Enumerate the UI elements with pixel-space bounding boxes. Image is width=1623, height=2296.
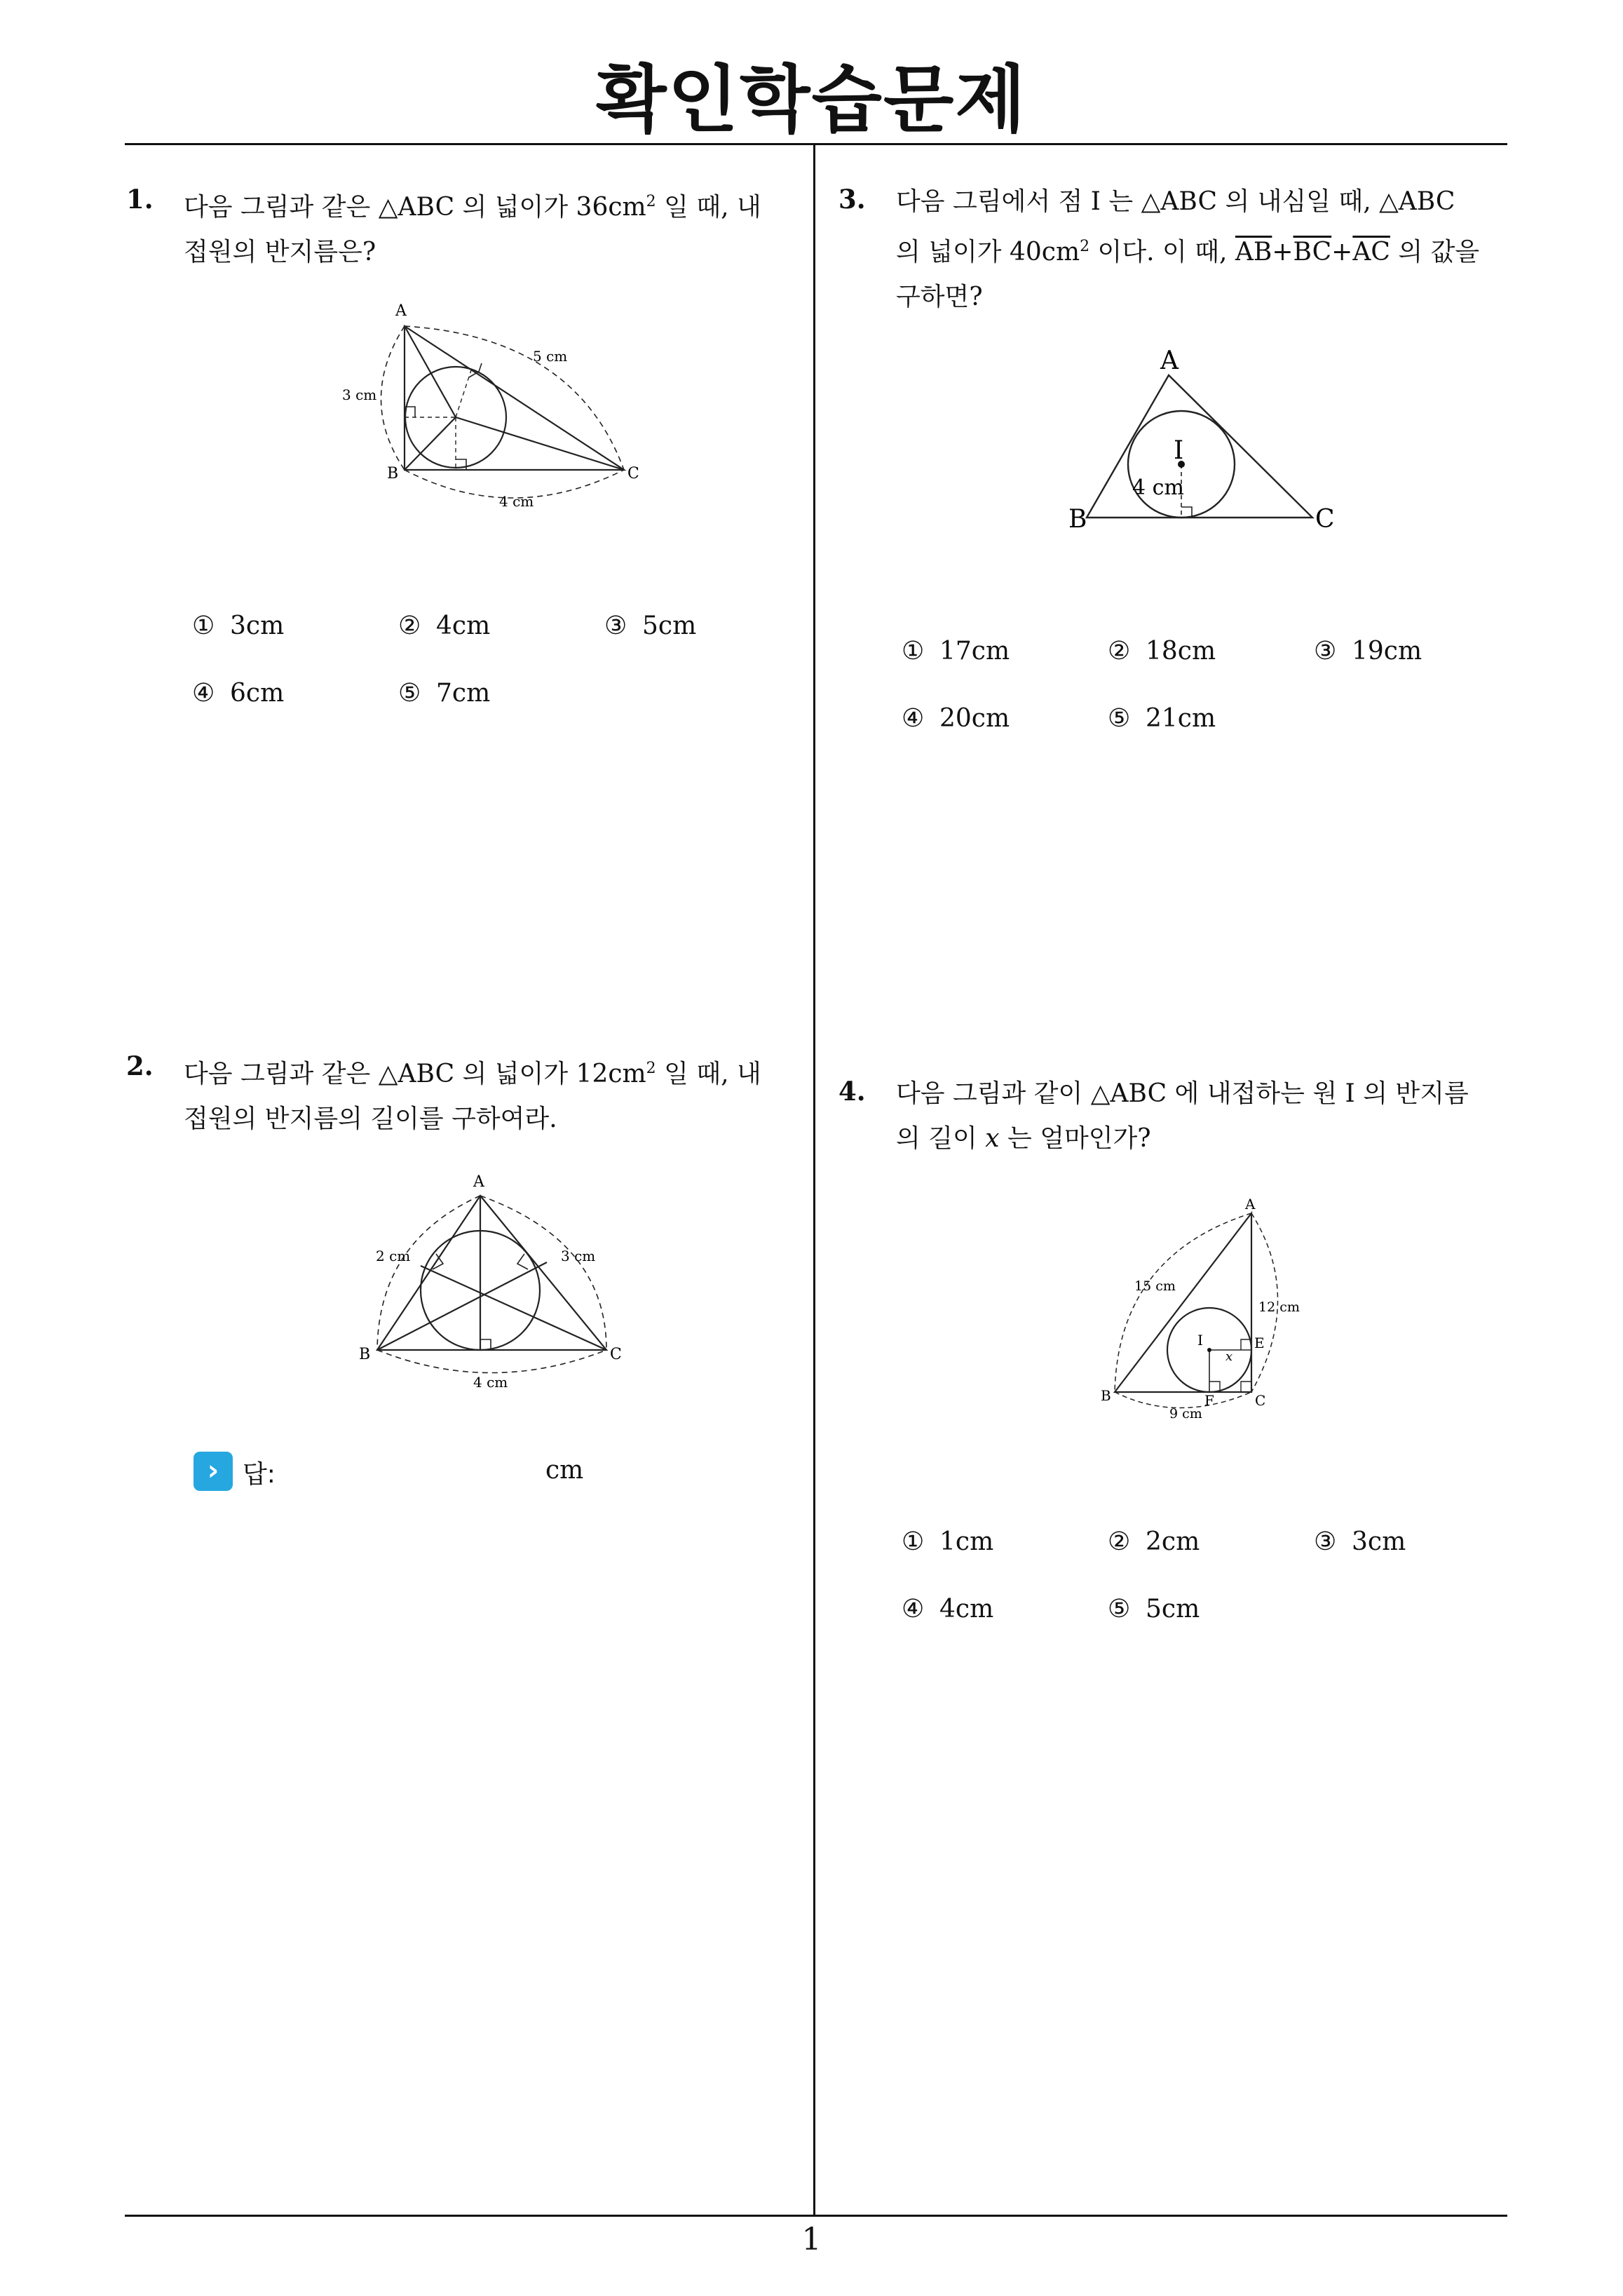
q4-choice-2[interactable]: ② 2cm bbox=[1108, 1527, 1200, 1556]
q4-label-e: E bbox=[1254, 1335, 1265, 1351]
q3-radius-label: 4 cm bbox=[1132, 475, 1184, 500]
q2-label-b: B bbox=[359, 1346, 371, 1363]
q3-choice-5[interactable]: ⑤ 21cm bbox=[1108, 704, 1216, 733]
bottom-rule bbox=[125, 2215, 1507, 2217]
q1-choice-2[interactable]: ② 4cm bbox=[398, 612, 491, 640]
q4-label-f: F bbox=[1204, 1392, 1214, 1409]
q1-label-c: C bbox=[627, 465, 639, 482]
q1-label-b: B bbox=[387, 465, 399, 482]
q4-side-bc: 9 cm bbox=[1169, 1406, 1202, 1422]
q4-label-i: I bbox=[1197, 1332, 1203, 1349]
q2-text: 다음 그림과 같은 △ABC 의 넓이가 $12cm^2$ 일 때, 내 접원의 반지름의 길이를 구하여라. bbox=[184, 1060, 761, 1133]
column-divider bbox=[813, 144, 815, 2216]
q4-label-a: A bbox=[1245, 1196, 1256, 1213]
q4-label-x: x bbox=[1225, 1349, 1233, 1364]
q2-answer-label: 답: bbox=[243, 1460, 276, 1489]
q1-choice-1[interactable]: ① 3cm bbox=[192, 612, 285, 640]
q4-figure bbox=[1094, 1192, 1332, 1431]
q2-side-bc: 4 cm bbox=[473, 1374, 508, 1391]
q1-side-bc: 4 cm bbox=[499, 493, 534, 510]
q2-number: 2. bbox=[126, 1051, 154, 1081]
q1-number: 1. bbox=[126, 184, 154, 215]
q3-choice-2[interactable]: ② 18cm bbox=[1108, 637, 1216, 666]
q3-label-a: A bbox=[1160, 346, 1179, 375]
q1-choice-4[interactable]: ④ 6cm bbox=[192, 679, 285, 708]
q4-text: 다음 그림과 같이 △ABC 에 내접하는 원 I 의 반지름 의 길이 x 는 얼마인가? bbox=[896, 1079, 1469, 1153]
q4-choice-3[interactable]: ③ 3cm bbox=[1314, 1527, 1406, 1556]
q2-side-ac: 3 cm bbox=[561, 1248, 596, 1264]
page-number: 1 bbox=[801, 2222, 822, 2257]
q4-choice-1[interactable]: ① 1cm bbox=[902, 1527, 994, 1556]
q1-side-ac: 5 cm bbox=[533, 348, 568, 365]
q3-choice-3[interactable]: ③ 19cm bbox=[1314, 637, 1422, 666]
page-title: 확인학습문제 bbox=[596, 57, 1027, 142]
q1-label-a: A bbox=[395, 302, 407, 320]
q1-side-ab: 3 cm bbox=[342, 386, 377, 403]
q2-figure bbox=[351, 1164, 645, 1389]
q1-figure bbox=[330, 295, 666, 519]
q2-label-a: A bbox=[473, 1173, 484, 1191]
q1-text: 다음 그림과 같은 △ABC 의 넓이가 $36cm^2$ 일 때, 내 접원의 반지름은? bbox=[184, 193, 761, 266]
q2-label-c: C bbox=[610, 1346, 622, 1363]
q3-number: 3. bbox=[838, 184, 866, 215]
top-rule bbox=[125, 143, 1507, 145]
q3-text: 다음 그림에서 점 I 는 △ABC 의 내심일 때, △ABC 의 넓이가 $40cm^2$ 이다. 이 때, $\overline{AB}+\overline{BC}+\overline{AC}$ 의 값을 구하면? bbox=[896, 187, 1480, 311]
q3-choice-4[interactable]: ④ 20cm bbox=[902, 704, 1010, 733]
q3-label-i: I bbox=[1174, 436, 1184, 465]
q2-side-ab: 2 cm bbox=[376, 1248, 411, 1264]
q4-choice-4[interactable]: ④ 4cm bbox=[902, 1595, 994, 1623]
q3-label-c: C bbox=[1315, 505, 1335, 534]
q3-figure bbox=[1059, 344, 1353, 547]
q4-label-b: B bbox=[1101, 1387, 1111, 1404]
q1-choice-5[interactable]: ⑤ 7cm bbox=[398, 679, 491, 708]
q4-side-ac: 12 cm bbox=[1258, 1299, 1300, 1315]
q2-answer-unit: cm bbox=[545, 1456, 584, 1485]
q4-label-c: C bbox=[1255, 1392, 1266, 1409]
q3-choice-1[interactable]: ① 17cm bbox=[902, 637, 1010, 666]
q3-label-b: B bbox=[1068, 505, 1087, 534]
chevron-right-icon: › bbox=[193, 1452, 233, 1491]
q1-choice-3[interactable]: ③ 5cm bbox=[604, 612, 697, 640]
q4-choice-5[interactable]: ⑤ 5cm bbox=[1108, 1595, 1200, 1623]
q4-side-ab: 15 cm bbox=[1134, 1278, 1176, 1294]
q4-number: 4. bbox=[838, 1076, 866, 1107]
